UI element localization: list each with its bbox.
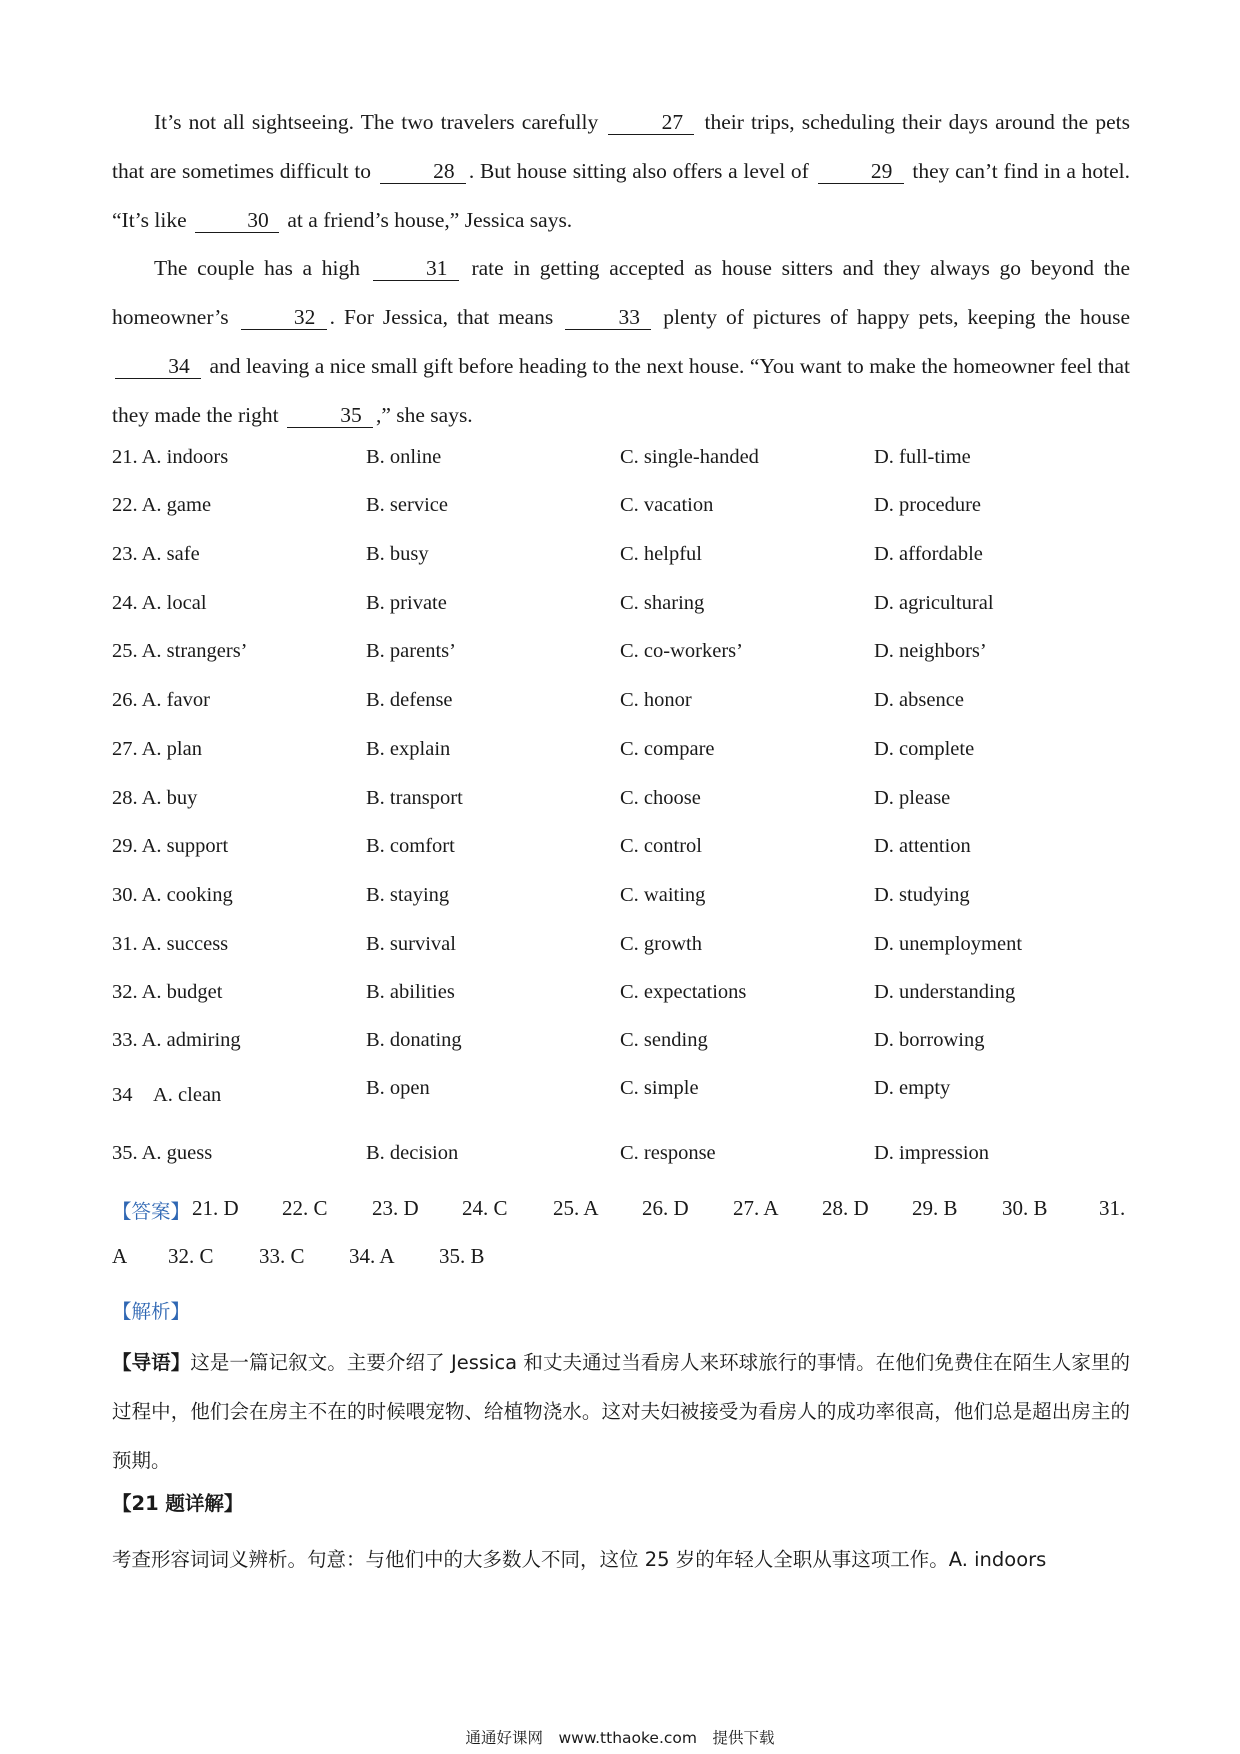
answer-item: 29. B [912, 1196, 958, 1220]
option-c: C. compare [620, 738, 715, 760]
passage-text: and leaving a nice small gift before heading to the next house. “You want to make the homeowner feel that they made the right [112, 353, 1131, 427]
option-b: B. donating [366, 1029, 462, 1051]
passage-text: their trips, scheduling their days around the pets that are sometimes difficult to [112, 110, 1130, 183]
option-row [112, 592, 1130, 622]
option-row [112, 494, 1130, 524]
answer-item: 21. D [192, 1196, 239, 1220]
option-c: C. waiting [620, 884, 706, 906]
option-a: 25. A. strangers’ [112, 640, 248, 662]
option-b: B. online [366, 446, 442, 468]
intro-paragraph [112, 1338, 1130, 1485]
option-row [112, 981, 1130, 1011]
blank-32: 32 [241, 305, 327, 330]
option-b: B. transport [366, 787, 463, 809]
q21-explanation: 考查形容词词义辨析。句意：与他们中的大多数人不同，这位 25 岁的年轻人全职从事这项工作。A. indoors [112, 1548, 1047, 1571]
page-footer: 通通好课网 www.tthaoke.com 提供下载 [465, 1729, 775, 1747]
option-d: D. please [874, 787, 951, 809]
option-b: B. staying [366, 884, 450, 906]
option-b: B. decision [366, 1142, 459, 1164]
option-a: 23. A. safe [112, 543, 200, 565]
option-d: D. procedure [874, 494, 982, 516]
option-d: D. empty [874, 1077, 951, 1099]
passage-text: . But house sitting also offers a level of [468, 158, 809, 183]
option-c: C. growth [620, 933, 702, 955]
option-row [112, 787, 1130, 817]
option-row [112, 738, 1130, 768]
passage-text: . For Jessica, that means [329, 305, 554, 330]
intro-tag: 【导语】 [112, 1351, 191, 1374]
answer-tag: 【答案】 [112, 1200, 191, 1223]
option-b: B. defense [366, 689, 453, 711]
option-row [112, 1029, 1130, 1059]
option-c: C. vacation [620, 494, 714, 516]
blank-29: 29 [818, 159, 904, 184]
blank-30: 30 [195, 208, 279, 233]
option-c: C. sharing [620, 592, 705, 614]
answer-item: 24. C [462, 1196, 508, 1220]
passage-text: It’s not all sightseeing. The two travelers carefully [154, 110, 599, 134]
option-d: D. full-time [874, 446, 971, 468]
option-a: 28. A. buy [112, 787, 198, 809]
option-d: D. absence [874, 689, 964, 711]
option-row [112, 640, 1130, 670]
option-row [112, 835, 1130, 865]
option-a: 29. A. support [112, 835, 229, 857]
option-row [112, 1142, 1130, 1172]
option-b: B. busy [366, 543, 429, 565]
option-a: 27. A. plan [112, 738, 202, 760]
option-c: C. sending [620, 1029, 708, 1051]
option-c: C. simple [620, 1077, 699, 1099]
option-b: B. comfort [366, 835, 455, 857]
option-c: C. co-workers’ [620, 640, 743, 662]
option-a: 31. A. success [112, 933, 229, 955]
blank-33: 33 [565, 305, 651, 330]
option-d: D. studying [874, 884, 970, 906]
option-d: D. impression [874, 1142, 990, 1164]
answer-item: 34. A [349, 1244, 395, 1268]
answer-item: 35. B [439, 1244, 485, 1268]
option-a: 22. A. game [112, 494, 212, 516]
option-b: B. survival [366, 933, 456, 955]
blank-34: 34 [115, 354, 201, 379]
blank-31: 31 [373, 256, 459, 281]
option-b: B. service [366, 494, 448, 516]
option-a: 30. A. cooking [112, 884, 233, 906]
option-a: 21. A. indoors [112, 446, 229, 468]
q21-heading: 【21 题详解】 [112, 1492, 244, 1515]
option-b: B. explain [366, 738, 451, 760]
blank-35: 35 [287, 403, 373, 428]
answer-item: 22. C [282, 1196, 328, 1220]
option-a: 34 A. clean [112, 1084, 222, 1106]
passage-text: ,” she says. [375, 402, 473, 427]
answer-item: A [112, 1244, 128, 1268]
passage-text: plenty of pictures of happy pets, keeping the house [663, 305, 1130, 330]
option-a: 33. A. admiring [112, 1029, 241, 1051]
option-d: D. affordable [874, 543, 983, 565]
option-a: 32. A. budget [112, 981, 223, 1003]
answer-item: 23. D [372, 1196, 419, 1220]
option-row [112, 543, 1130, 573]
option-c: C. control [620, 835, 702, 857]
option-d: D. understanding [874, 981, 1016, 1003]
answer-line-1 [112, 1196, 1126, 1224]
option-b: B. private [366, 592, 447, 614]
passage-text: at a friend’s house,” Jessica says. [287, 207, 573, 232]
answer-item: 32. C [168, 1244, 214, 1268]
option-c: C. expectations [620, 981, 747, 1003]
passage-text: The couple has a high [154, 256, 360, 281]
option-c: C. helpful [620, 543, 702, 565]
option-a: 24. A. local [112, 592, 207, 614]
answer-item: 28. D [822, 1196, 869, 1220]
option-b: B. open [366, 1077, 430, 1099]
answer-item: 30. B [1002, 1196, 1048, 1220]
option-c: C. choose [620, 787, 701, 809]
option-d: D. neighbors’ [874, 640, 987, 662]
answer-item: 25. A [553, 1196, 599, 1220]
option-a: 26. A. favor [112, 689, 210, 711]
option-d: D. unemployment [874, 933, 1023, 955]
option-d: D. attention [874, 835, 971, 857]
option-b: B. parents’ [366, 640, 456, 662]
passage-paragraph-1 [112, 98, 1130, 244]
option-row [112, 446, 1130, 476]
answer-item: 27. A [733, 1196, 779, 1220]
blank-27: 27 [608, 110, 694, 135]
analysis-heading: 【解析】 [112, 1300, 191, 1323]
option-d: D. borrowing [874, 1029, 985, 1051]
option-row [112, 933, 1130, 963]
passage-text: they can’t find in a hotel. “It’s like [112, 158, 1131, 232]
option-c: C. single-handed [620, 446, 759, 468]
option-a: 35. A. guess [112, 1142, 213, 1164]
passage-text: rate in getting accepted as house sitters and they always go beyond the homeowner’s [112, 256, 1131, 330]
cloze-passage [112, 98, 1130, 440]
option-row [112, 689, 1130, 719]
passage-paragraph-2 [112, 244, 1130, 439]
option-row [112, 884, 1130, 914]
option-d: D. complete [874, 738, 975, 760]
answer-item: 33. C [259, 1244, 305, 1268]
option-c: C. honor [620, 689, 692, 711]
option-b: B. abilities [366, 981, 455, 1003]
answer-item: 26. D [642, 1196, 689, 1220]
answer-item: 31. [1099, 1196, 1126, 1220]
blank-28: 28 [380, 159, 466, 184]
option-row [112, 1077, 1130, 1107]
intro-text: 这是一篇记叙文。主要介绍了 Jessica 和丈夫通过当看房人来环球旅行的事情。在他们免费住在陌生人家里的过程中，他们会在房主不在的时候喂宠物、给植物浇水。这对夫妇被接受为看房人的成功率很高，他们总是超出房主的预期。 [112, 1351, 1130, 1472]
option-c: C. response [620, 1142, 716, 1164]
option-d: D. agricultural [874, 592, 994, 614]
